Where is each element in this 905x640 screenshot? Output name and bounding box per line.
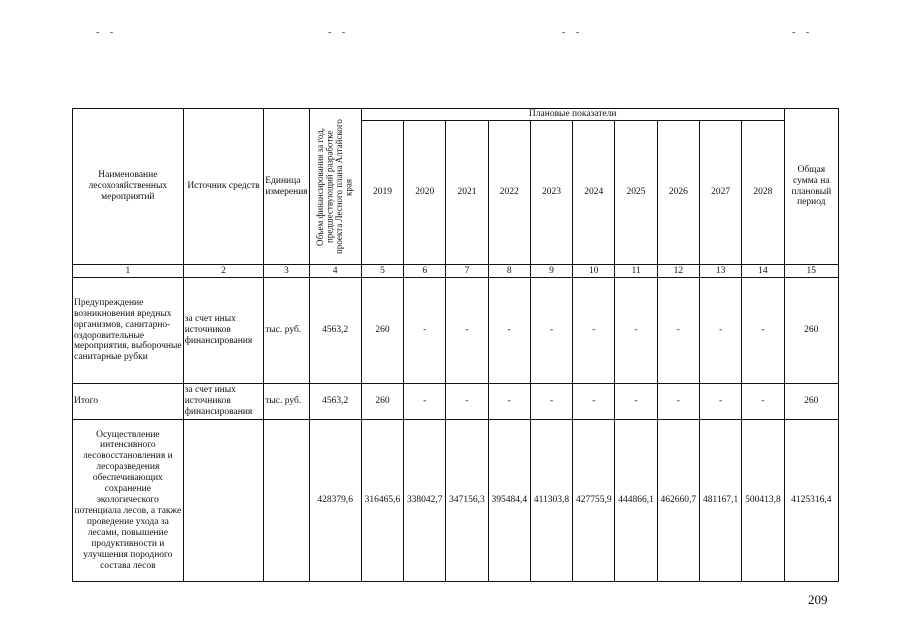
row-year-value: 338042,7 (404, 420, 446, 582)
col-number: 9 (530, 265, 572, 278)
row-prior: 4563,2 (309, 278, 361, 384)
header-year: 2021 (446, 121, 488, 265)
row-year-value: - (742, 278, 784, 384)
header-year: 2019 (361, 121, 403, 265)
row-year-value: 260 (361, 384, 403, 420)
header-source: Источник средств (183, 109, 264, 265)
header-prior-volume-text: Объем финансирования за год, предшествующий разработке проекта Лесного плана Алтайского края (315, 119, 354, 254)
row-year-value: - (573, 278, 615, 384)
header-mark: - - (792, 27, 814, 38)
col-number: 3 (264, 265, 309, 278)
header-unit: Единица измерения (264, 109, 309, 265)
row-year-value: 462660,7 (657, 420, 699, 582)
col-number: 10 (573, 265, 615, 278)
row-year-value: - (657, 278, 699, 384)
row-year-value: - (699, 278, 741, 384)
row-source: за счет иных источников финансирования (183, 278, 264, 384)
row-year-value: - (530, 278, 572, 384)
col-number: 8 (488, 265, 530, 278)
header-mark: - - (562, 27, 584, 38)
row-year-value: 347156,3 (446, 420, 488, 582)
col-number: 15 (784, 265, 838, 278)
row-prior: 428379,6 (309, 420, 361, 582)
row-year-value: - (446, 278, 488, 384)
row-year-value: - (742, 384, 784, 420)
table-row (73, 278, 839, 384)
table-row (73, 384, 839, 420)
row-year-value: 500413,8 (742, 420, 784, 582)
row-year-value: 481167,1 (699, 420, 741, 582)
row-year-value: 427755,9 (573, 420, 615, 582)
row-name: Осуществление интенсивного лесовосстановления и лесоразведения обеспечивающих сохранение экологического потенциала лесов, а также проведение ухода за лесами, повышение продуктивности и улучшения породного состава лесов (73, 420, 184, 582)
row-year-value: - (615, 384, 657, 420)
row-year-value: - (615, 278, 657, 384)
col-number: 7 (446, 265, 488, 278)
row-year-value: - (446, 384, 488, 420)
row-year-value: - (488, 278, 530, 384)
row-year-value: 395484,4 (488, 420, 530, 582)
row-name: Предупреждение возникновения вредных организмов, санитарно-оздоровительные мероприятия, выборочные санитарные рубки (73, 278, 184, 384)
row-unit: тыс. руб. (264, 384, 309, 420)
header-mark: - - (96, 27, 118, 38)
row-total: 4125316,4 (784, 420, 838, 582)
header-year: 2024 (573, 121, 615, 265)
forestry-plan-table (72, 108, 839, 582)
row-source: за счет иных источников финансирования (183, 384, 264, 420)
row-year-value: - (404, 278, 446, 384)
row-total: 260 (784, 278, 838, 384)
col-number: 11 (615, 265, 657, 278)
header-prior-volume (309, 109, 361, 265)
col-number: 12 (657, 265, 699, 278)
header-year: 2020 (404, 121, 446, 265)
row-year-value: 316465,6 (361, 420, 403, 582)
row-name: Итого (73, 384, 184, 420)
col-number: 14 (742, 265, 784, 278)
row-source (183, 420, 264, 582)
row-total: 260 (784, 384, 838, 420)
row-year-value: 411303,8 (530, 420, 572, 582)
row-unit (264, 420, 309, 582)
row-year-value: - (530, 384, 572, 420)
header-year: 2025 (615, 121, 657, 265)
col-number: 4 (309, 265, 361, 278)
row-unit: тыс. руб. (264, 278, 309, 384)
row-year-value: - (699, 384, 741, 420)
column-number-row (73, 265, 839, 278)
table-row (73, 420, 839, 582)
header-year: 2022 (488, 121, 530, 265)
col-number: 1 (73, 265, 184, 278)
header-total: Общая сумма на плановый период (784, 109, 838, 265)
page-number: 209 (808, 592, 828, 607)
row-year-value: - (404, 384, 446, 420)
row-year-value: - (573, 384, 615, 420)
row-year-value: - (657, 384, 699, 420)
row-year-value: 444866,1 (615, 420, 657, 582)
col-number: 5 (361, 265, 403, 278)
header-planned: Плановые показатели (361, 109, 784, 121)
header-year: 2026 (657, 121, 699, 265)
header-name: Наименование лесохозяйственных мероприятий (73, 109, 184, 265)
header-year: 2027 (699, 121, 741, 265)
header-year: 2028 (742, 121, 784, 265)
row-year-value: 260 (361, 278, 403, 384)
row-prior: 4563,2 (309, 384, 361, 420)
row-year-value: - (488, 384, 530, 420)
col-number: 2 (183, 265, 264, 278)
col-number: 13 (699, 265, 741, 278)
header-year: 2023 (530, 121, 572, 265)
col-number: 6 (404, 265, 446, 278)
header-mark: - - (328, 27, 350, 38)
